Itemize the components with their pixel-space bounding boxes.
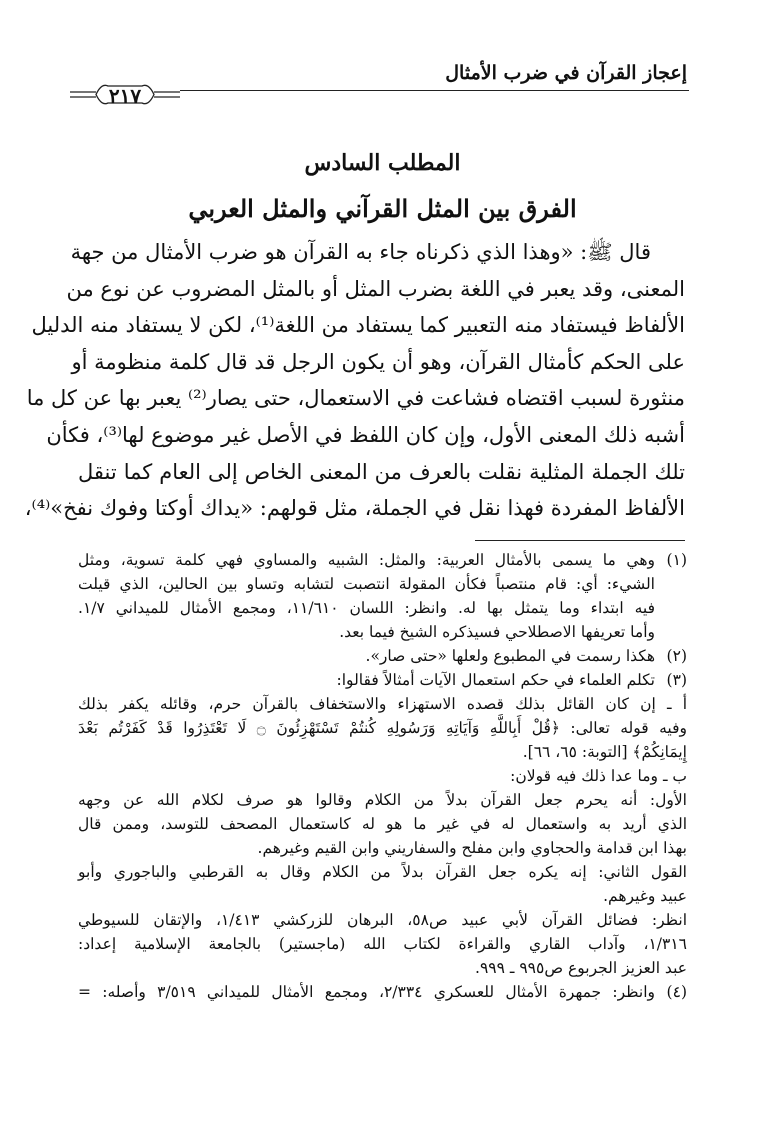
footnote-number: (٢) xyxy=(666,647,687,665)
footnote-number: (٣) xyxy=(666,671,687,689)
footnote-line: هكذا رسمت في المطبوع ولعلها «حتى صار». xyxy=(365,647,655,665)
footnote-number: (١) xyxy=(666,551,687,569)
section-title: المطلب السادس xyxy=(304,150,461,176)
footnote-line: تكلم العلماء في حكم استعمال الآيات أمثالاً فقالوا: xyxy=(336,671,655,689)
footnote-4 xyxy=(78,980,687,1004)
body-line: أشبه ذلك المعنى الأول، وإن كان اللفظ في الأصل غير موضوع لها⁽³⁾، فكأن xyxy=(46,422,685,447)
footnote-line: وانظر: جمهرة الأمثال للعسكري ٢/٣٣٤، ومجمع الأمثال للميداني ٣/٥١٩ وأصله: = xyxy=(78,983,655,1001)
body-line: الألفاظ فيستفاد منه التعبير كما يستفاد من اللغة⁽¹⁾، لكن لا يستفاد منه الدليل xyxy=(31,313,685,338)
body-line: تلك الجملة المثلية نقلت بالعرف من المعنى الخاص إلى العام كما تنقل xyxy=(78,459,685,484)
footnote-line: عبيد وغيرهم. xyxy=(603,887,687,905)
footnote-line: الشيء: أي: قام منتصباً فكأن المقولة انتصبت لتشابه وتساو بين الحالين، الذي قيلت xyxy=(78,575,655,593)
footnote-line: ب ـ وما عدا ذلك فيه قولان: xyxy=(510,767,687,785)
section-subtitle: الفرق بين المثل القرآني والمثل العربي xyxy=(188,194,577,223)
footnote-line: وأما تعريفها الاصطلاحي فسيذكره الشيخ فيما بعد. xyxy=(339,623,655,641)
footnote-line: عبد العزيز الجربوع ص٩٩٥ ـ ٩٩٩. xyxy=(475,959,687,977)
footnote-3 xyxy=(78,668,687,980)
body-text xyxy=(24,234,685,527)
body-line: المعنى، وقد يعبر في اللغة بضرب المثل أو بالمثل المضروب عن نوع من xyxy=(66,276,685,301)
footnote-line: فيه ابتداء وما يتمثل بها له. وانظر: اللسان ١١/٦١٠، ومجمع الأمثال للميداني ١/٧. xyxy=(78,599,655,617)
page-number-ornament xyxy=(70,80,180,112)
body-line: على الحكم كأمثال القرآن، وهو أن يكون الرجل قد قال كلمة منظومة أو xyxy=(71,349,685,374)
footnote-line: الأول: أنه يحرم جعل القرآن بدلاً من الكلام وقالوا هو صرف لكلام الله عن وجهه xyxy=(78,791,687,809)
footnote-line: إِيمَانِكُمْ﴾ [التوبة: ٦٥، ٦٦]. xyxy=(522,743,687,761)
body-line: منثورة لسبب اقتضاه فشاعت في الاستعمال، حتى يصار⁽²⁾ يعبر بها عن كل ما xyxy=(26,386,685,411)
footnote-line: بهذا ابن قدامة والحجاوي وابن مفلح والسفاريني وابن القيم وغيرهم. xyxy=(257,839,687,857)
footnotes xyxy=(78,548,687,1004)
footnote-number: (٤) xyxy=(666,983,687,1001)
body-line: قال ﷺ: «وهذا الذي ذكرناه جاء به القرآن هو ضرب الأمثال من جهة xyxy=(70,240,651,264)
footnote-separator xyxy=(475,540,685,541)
footnote-1 xyxy=(78,548,687,644)
footnote-line: ١/٣١٦، وآداب القاري والقراءة لكتاب الله (ماجستير) بالجامعة الإسلامية إعداد: xyxy=(78,935,687,953)
footnote-line: وهي ما يسمى بالأمثال العربية: والمثل: الشبيه والمساوي فهي كلمة تسوية، ومثل xyxy=(78,551,655,569)
header-rule xyxy=(180,90,689,91)
running-title: إعجاز القرآن في ضرب الأمثال xyxy=(445,62,687,84)
footnote-line: الذي أريد به واستعمال له في غير ما هو له كاستعمال المصحف للتوسد، وممن قال xyxy=(78,815,687,833)
page-number: ٢١٧ xyxy=(108,84,142,108)
body-line: الألفاظ المفردة فهذا نقل في الجملة، مثل قولهم: «يداك أوكتا وفوك نفخ»⁽⁴⁾، xyxy=(24,496,685,521)
footnote-2 xyxy=(78,644,687,668)
footnote-line: القول الثاني: إنه يكره جعل القرآن بدلاً من الكلام وقال به القرطبي والباجوري وأبو xyxy=(78,863,687,881)
footnote-line: انظر: فضائل القرآن لأبي عبيد ص٥٨، البرهان للزركشي ١/٤١٣، والإتقان للسيوطي xyxy=(78,911,687,929)
footnote-line: أ ـ إن كان القائل بذلك قصده الاستهزاء والاستخفاف بالقرآن حرم، وقائله يكفر بذلك xyxy=(78,695,687,713)
footnote-line: وفيه قوله تعالى: ﴿قُلْ أَبِاللَّهِ وَآيَاتِهِ وَرَسُولِهِ كُنتُمْ تَسْتَهْزِئُونَ ۝ لَا تَعْتَذِرُوا قَدْ كَفَرْتُم بَعْدَ xyxy=(78,719,687,737)
